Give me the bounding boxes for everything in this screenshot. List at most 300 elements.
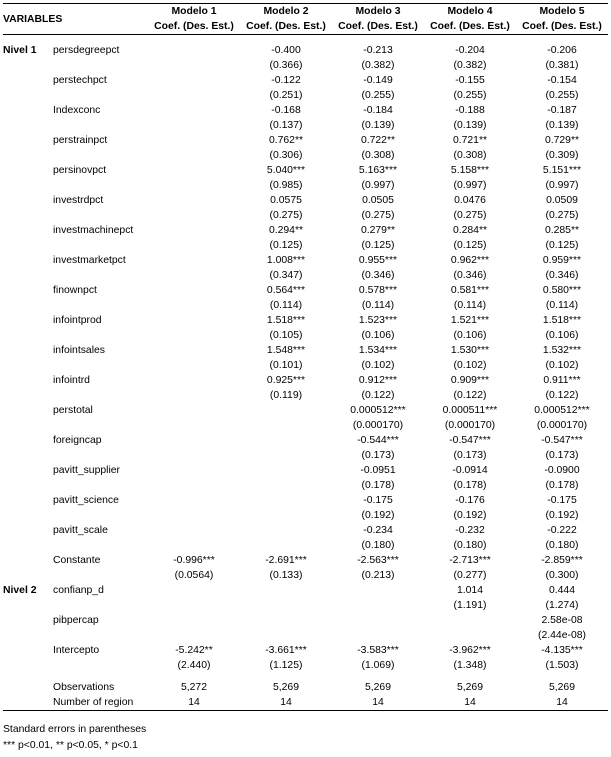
- coefficient-cell: -0.0900: [544, 465, 580, 476]
- std-error-cell: [148, 268, 240, 283]
- coefficient-cell: 1.523***: [358, 315, 398, 326]
- std-error-cell: [148, 418, 240, 433]
- std-error-cell: (1.125): [269, 660, 303, 671]
- coefficient-cell: [148, 133, 240, 148]
- std-error-row: [3, 598, 608, 613]
- coefficient-row: [3, 583, 608, 598]
- std-error-cell: (0.114): [361, 300, 395, 311]
- coefficient-cell: [148, 433, 240, 448]
- std-error-row: [3, 238, 608, 253]
- level-label: [3, 253, 53, 268]
- std-error-cell: [240, 448, 332, 463]
- std-error-cell: (0.309): [545, 150, 579, 161]
- coefficient-cell: [148, 163, 240, 178]
- std-error-cell: (0.102): [545, 360, 579, 371]
- coefficient-cell: 5.158***: [450, 165, 490, 176]
- coefficient-cell: -0.204: [455, 45, 485, 56]
- level-label: [3, 463, 53, 478]
- coefficient-row: [3, 133, 608, 148]
- coefficient-cell: -0.149: [363, 75, 393, 86]
- header-row: [3, 4, 608, 35]
- coefficient-cell: 0.294**: [268, 225, 304, 236]
- level-label: [3, 523, 53, 538]
- std-error-cell: (0.255): [453, 90, 487, 101]
- variable-name: perstotal: [53, 405, 93, 416]
- std-error-cell: [148, 448, 240, 463]
- std-error-row: [3, 538, 608, 553]
- coefficient-cell: -3.661***: [265, 645, 307, 656]
- variable-name: investmachinepct: [53, 225, 134, 236]
- variable-name: Constante: [53, 555, 101, 566]
- variable-blank: [53, 568, 148, 583]
- gap-cell: [3, 673, 608, 680]
- std-error-cell: (0.106): [361, 330, 395, 341]
- std-error-cell: (0.255): [545, 90, 579, 101]
- stat-value: 14: [240, 695, 332, 711]
- std-error-row: [3, 628, 608, 643]
- std-error-cell: (0.000170): [444, 420, 496, 431]
- variable-blank: [53, 58, 148, 73]
- coefficient-cell: [148, 613, 240, 628]
- level-blank: [3, 628, 53, 643]
- level-label: [3, 73, 53, 88]
- std-error-cell: (0.381): [545, 60, 579, 71]
- coefficient-cell: 0.0575: [270, 195, 302, 206]
- coefficient-cell: -2.563***: [357, 555, 399, 566]
- std-error-cell: (0.000170): [536, 420, 588, 431]
- std-error-cell: (0.347): [269, 270, 303, 281]
- model-header: Modelo 4 Coef. (Des. Est.): [430, 6, 510, 32]
- coefficient-cell: [148, 463, 240, 478]
- std-error-cell: (0.997): [545, 180, 579, 191]
- std-error-cell: (0.251): [269, 90, 303, 101]
- coefficient-cell: [424, 613, 516, 628]
- coefficient-cell: [148, 283, 240, 298]
- std-error-cell: (0.125): [361, 240, 395, 251]
- coefficient-cell: 0.285**: [544, 225, 580, 236]
- variable-blank: [53, 478, 148, 493]
- std-error-cell: (0.137): [269, 120, 303, 131]
- coefficient-cell: [148, 193, 240, 208]
- coefficient-cell: 0.578***: [358, 285, 398, 296]
- coefficient-cell: -2.713***: [449, 555, 491, 566]
- std-error-cell: (0.178): [453, 480, 487, 491]
- coefficient-cell: 0.722**: [360, 135, 396, 146]
- std-error-row: [3, 658, 608, 673]
- variable-blank: [53, 268, 148, 283]
- coefficient-cell: 0.000512***: [350, 405, 406, 416]
- std-error-row: [3, 58, 608, 73]
- coefficient-cell: -0.155: [455, 75, 485, 86]
- level-label: [3, 163, 53, 178]
- std-error-cell: (0.180): [545, 540, 579, 551]
- variable-name: perstechpct: [53, 75, 107, 86]
- variable-name: pavitt_supplier: [53, 465, 121, 476]
- coefficient-cell: 0.0505: [362, 195, 394, 206]
- coefficient-cell: [148, 583, 240, 598]
- coefficient-cell: -0.996***: [173, 555, 215, 566]
- coefficient-cell: 0.955***: [358, 255, 398, 266]
- std-error-cell: [240, 598, 332, 613]
- coefficient-cell: 0.959***: [542, 255, 582, 266]
- coefficient-cell: -0.122: [271, 75, 301, 86]
- coefficient-cell: -0.206: [547, 45, 577, 56]
- variable-name: infointrd: [53, 375, 90, 386]
- coefficient-cell: [240, 583, 332, 598]
- std-error-cell: [424, 628, 516, 643]
- std-error-cell: (0.119): [269, 390, 303, 401]
- level-label: [3, 373, 53, 388]
- std-error-cell: (0.306): [269, 150, 303, 161]
- coefficient-cell: [148, 493, 240, 508]
- stat-value: 5,269: [272, 682, 299, 693]
- std-error-cell: [148, 238, 240, 253]
- coefficient-cell: -0.188: [455, 105, 485, 116]
- model-header: Modelo 1 Coef. (Des. Est.): [154, 6, 234, 32]
- std-error-cell: (0.173): [361, 450, 395, 461]
- variable-blank: [53, 178, 148, 193]
- coefficient-row: [3, 523, 608, 538]
- level-blank: [3, 658, 53, 673]
- std-error-cell: (0.178): [545, 480, 579, 491]
- std-error-cell: [148, 118, 240, 133]
- stat-label: Number of region: [3, 695, 148, 711]
- coefficient-cell: [240, 613, 332, 628]
- variable-blank: [53, 358, 148, 373]
- std-error-row: [3, 358, 608, 373]
- std-error-row: [3, 298, 608, 313]
- coefficient-cell: 1.534***: [358, 345, 398, 356]
- std-error-cell: (0.213): [361, 570, 395, 581]
- std-error-cell: (0.125): [269, 240, 303, 251]
- std-error-cell: (0.382): [361, 60, 395, 71]
- coefficient-cell: -3.583***: [357, 645, 399, 656]
- std-error-cell: [148, 358, 240, 373]
- coefficient-cell: -5.242**: [175, 645, 213, 656]
- std-error-cell: [148, 388, 240, 403]
- level-blank: [3, 538, 53, 553]
- regression-table: [3, 3, 608, 711]
- coefficient-cell: 0.912***: [358, 375, 398, 386]
- level-label: [3, 613, 53, 628]
- stat-value: 14: [148, 695, 240, 711]
- std-error-cell: [240, 418, 332, 433]
- std-error-cell: (0.139): [545, 120, 579, 131]
- coefficient-cell: [148, 373, 240, 388]
- std-error-row: [3, 478, 608, 493]
- std-error-cell: (0.102): [361, 360, 395, 371]
- level-label: [3, 493, 53, 508]
- coefficient-cell: [240, 463, 332, 478]
- level-label: [3, 313, 53, 328]
- coefficient-cell: -0.213: [363, 45, 393, 56]
- std-error-cell: [148, 478, 240, 493]
- coefficient-cell: 0.0476: [454, 195, 486, 206]
- coefficient-cell: -0.547***: [449, 435, 491, 446]
- std-error-cell: (0.106): [545, 330, 579, 341]
- level-blank: [3, 358, 53, 373]
- std-error-cell: (1.274): [545, 600, 579, 611]
- std-error-cell: [148, 208, 240, 223]
- std-error-row: [3, 508, 608, 523]
- std-error-cell: (0.125): [453, 240, 487, 251]
- std-error-cell: (1.348): [453, 660, 487, 671]
- std-error-cell: (0.122): [453, 390, 487, 401]
- std-error-cell: (2.440): [177, 660, 211, 671]
- coefficient-cell: -0.0951: [360, 465, 396, 476]
- variable-blank: [53, 448, 148, 463]
- std-error-cell: (0.255): [361, 90, 395, 101]
- std-error-cell: (0.133): [269, 570, 303, 581]
- level-label: [3, 103, 53, 118]
- level-blank: [3, 448, 53, 463]
- variable-blank: [53, 508, 148, 523]
- variable-name: perstrainpct: [53, 135, 108, 146]
- coefficient-cell: [148, 223, 240, 238]
- level-label: [3, 193, 53, 208]
- coefficient-row: [3, 643, 608, 658]
- std-error-cell: (0.125): [545, 240, 579, 251]
- std-error-cell: (0.105): [269, 330, 303, 341]
- coefficient-row: [3, 463, 608, 478]
- coefficient-cell: -0.544***: [357, 435, 399, 446]
- coefficient-cell: -0.187: [547, 105, 577, 116]
- variable-name: finownpct: [53, 285, 97, 296]
- level-label: [3, 433, 53, 448]
- variable-blank: [53, 328, 148, 343]
- variable-name: investrdpct: [53, 195, 104, 206]
- std-error-cell: (0.300): [545, 570, 579, 581]
- coefficient-cell: 1.530***: [450, 345, 490, 356]
- std-error-cell: (0.180): [453, 540, 487, 551]
- coefficient-cell: -0.175: [547, 495, 577, 506]
- coefficient-cell: [148, 43, 240, 58]
- notes-standard-errors: Standard errors in parentheses: [3, 724, 147, 735]
- std-error-cell: (0.102): [453, 360, 487, 371]
- level-blank: [3, 268, 53, 283]
- stat-value: 14: [332, 695, 424, 711]
- std-error-cell: [240, 628, 332, 643]
- std-error-cell: (1.191): [453, 600, 487, 611]
- std-error-cell: (0.382): [453, 60, 487, 71]
- coefficient-row: [3, 73, 608, 88]
- std-error-cell: [148, 508, 240, 523]
- std-error-cell: (0.178): [361, 480, 395, 491]
- variable-blank: [53, 208, 148, 223]
- variable-blank: [53, 88, 148, 103]
- std-error-cell: (0.277): [453, 570, 487, 581]
- coefficient-row: [3, 193, 608, 208]
- variable-blank: [53, 418, 148, 433]
- variable-name: confianp_d: [53, 585, 104, 596]
- coefficient-cell: 5.040***: [266, 165, 306, 176]
- stat-value: 5,269: [456, 682, 483, 693]
- std-error-cell: (0.308): [453, 150, 487, 161]
- std-error-cell: (0.139): [361, 120, 395, 131]
- level-label: [3, 643, 53, 658]
- level-blank: [3, 418, 53, 433]
- coefficient-cell: [240, 493, 332, 508]
- variable-name: persdegreepct: [53, 45, 120, 56]
- stat-row: [3, 680, 608, 695]
- std-error-cell: (0.122): [361, 390, 395, 401]
- variable-blank: [53, 628, 148, 643]
- variables-header: VARIABLES: [3, 13, 63, 25]
- coefficient-cell: [148, 523, 240, 538]
- stat-value: 14: [516, 695, 608, 711]
- variable-name: foreigncap: [53, 435, 102, 446]
- coefficient-cell: 0.925***: [266, 375, 306, 386]
- variable-name: infointsales: [53, 345, 105, 356]
- std-error-row: [3, 448, 608, 463]
- coefficient-cell: -0.547***: [541, 435, 583, 446]
- coefficient-cell: 1.008***: [266, 255, 306, 266]
- level-blank: [3, 178, 53, 193]
- variable-blank: [53, 598, 148, 613]
- coefficient-row: [3, 403, 608, 418]
- coefficient-cell: -2.691***: [265, 555, 307, 566]
- coefficient-cell: [148, 313, 240, 328]
- coefficient-cell: 1.518***: [266, 315, 306, 326]
- std-error-cell: (0.346): [545, 270, 579, 281]
- level-label: [3, 223, 53, 238]
- std-error-row: [3, 208, 608, 223]
- std-error-row: [3, 148, 608, 163]
- coefficient-row: [3, 343, 608, 358]
- std-error-cell: [148, 298, 240, 313]
- coefficient-cell: 1.548***: [266, 345, 306, 356]
- coefficient-cell: [332, 583, 424, 598]
- coefficient-cell: 0.000511***: [442, 405, 498, 416]
- std-error-cell: (0.985): [269, 180, 303, 191]
- level-blank: [3, 238, 53, 253]
- level-blank: [3, 118, 53, 133]
- coefficient-row: [3, 493, 608, 508]
- std-error-cell: (0.000170): [352, 420, 404, 431]
- coefficient-cell: 0.284**: [452, 225, 488, 236]
- coefficient-cell: -0.176: [455, 495, 485, 506]
- model-header: Modelo 3 Coef. (Des. Est.): [338, 6, 418, 32]
- std-error-cell: (0.192): [361, 510, 395, 521]
- level-label: Nivel 1: [3, 45, 37, 56]
- coefficient-row: [3, 253, 608, 268]
- std-error-cell: (0.180): [361, 540, 395, 551]
- level-blank: [3, 208, 53, 223]
- std-error-cell: (0.173): [545, 450, 579, 461]
- variable-name: pavitt_scale: [53, 525, 108, 536]
- variable-blank: [53, 658, 148, 673]
- variable-blank: [53, 118, 148, 133]
- variable-name: infointprod: [53, 315, 102, 326]
- variable-name: persinovpct: [53, 165, 107, 176]
- stat-value: 14: [424, 695, 516, 711]
- coefficient-cell: 0.909***: [450, 375, 490, 386]
- coefficient-row: [3, 43, 608, 58]
- std-error-cell: (0.101): [269, 360, 303, 371]
- std-error-cell: (0.122): [545, 390, 579, 401]
- level-label: [3, 553, 53, 568]
- coefficient-row: [3, 163, 608, 178]
- std-error-row: [3, 328, 608, 343]
- std-error-row: [3, 418, 608, 433]
- std-error-cell: (0.106): [453, 330, 487, 341]
- coefficient-cell: -0.222: [547, 525, 577, 536]
- std-error-cell: [240, 538, 332, 553]
- coefficient-cell: [240, 403, 332, 418]
- std-error-row: [3, 388, 608, 403]
- std-error-cell: [148, 628, 240, 643]
- notes-significance: *** p<0.01, ** p<0.05, * p<0.1: [3, 740, 138, 751]
- stat-row: [3, 695, 608, 711]
- variable-name: investmarketpct: [53, 255, 126, 266]
- std-error-row: [3, 178, 608, 193]
- coefficient-cell: -2.859***: [541, 555, 583, 566]
- level-label: [3, 343, 53, 358]
- table-notes: [3, 722, 146, 754]
- std-error-cell: [148, 148, 240, 163]
- level-label: [3, 133, 53, 148]
- coefficient-row: [3, 313, 608, 328]
- coefficient-cell: 0.580***: [542, 285, 582, 296]
- variable-name: Indexconc: [53, 105, 101, 116]
- std-error-cell: (0.366): [269, 60, 303, 71]
- std-error-cell: (0.275): [269, 210, 303, 221]
- variable-blank: [53, 148, 148, 163]
- coefficient-row: [3, 553, 608, 568]
- std-error-cell: [148, 328, 240, 343]
- std-error-cell: (0.346): [453, 270, 487, 281]
- variable-blank: [53, 388, 148, 403]
- std-error-cell: (0.192): [453, 510, 487, 521]
- stat-value: 5,272: [180, 682, 207, 693]
- std-error-row: [3, 118, 608, 133]
- std-error-cell: (0.114): [453, 300, 487, 311]
- coefficient-cell: 1.532***: [542, 345, 582, 356]
- coefficient-cell: [240, 433, 332, 448]
- coefficient-cell: 0.721**: [452, 135, 488, 146]
- std-error-row: [3, 568, 608, 583]
- coefficient-cell: 0.0509: [546, 195, 578, 206]
- coefficient-cell: 0.581***: [450, 285, 490, 296]
- std-error-cell: [148, 538, 240, 553]
- std-error-cell: (0.139): [453, 120, 487, 131]
- std-error-row: [3, 268, 608, 283]
- model-header: Modelo 5 Coef. (Des. Est.): [522, 6, 602, 32]
- coefficient-cell: 0.962***: [450, 255, 490, 266]
- coefficient-row: [3, 613, 608, 628]
- std-error-cell: [148, 598, 240, 613]
- level-blank: [3, 148, 53, 163]
- coefficient-cell: 0.444: [548, 585, 575, 596]
- std-error-cell: (0.192): [545, 510, 579, 521]
- variable-blank: [53, 298, 148, 313]
- variable-name: Intercepto: [53, 645, 100, 656]
- level-label: [3, 403, 53, 418]
- coefficient-cell: 0.911***: [543, 375, 581, 386]
- coefficient-cell: -0.168: [271, 105, 301, 116]
- coefficient-row: [3, 373, 608, 388]
- std-error-cell: (0.0564): [174, 570, 214, 581]
- std-error-cell: (0.275): [545, 210, 579, 221]
- coefficient-cell: 1.014: [456, 585, 483, 596]
- std-error-cell: (0.346): [361, 270, 395, 281]
- coefficient-cell: -0.400: [271, 45, 301, 56]
- coefficient-row: [3, 433, 608, 448]
- coefficient-cell: -0.154: [547, 75, 577, 86]
- level-blank: [3, 478, 53, 493]
- coefficient-cell: [148, 103, 240, 118]
- spacer-cell: [3, 35, 608, 44]
